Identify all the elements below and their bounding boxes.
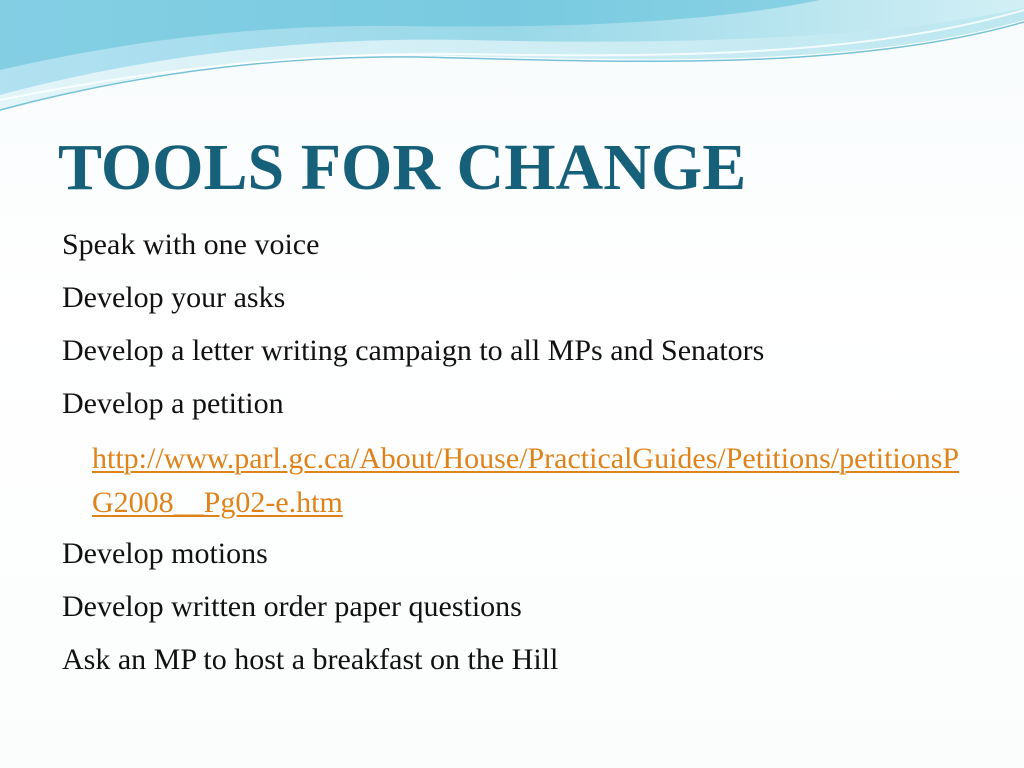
bullet-develop-asks: Develop your asks [62, 281, 286, 314]
bullet-list [62, 225, 962, 693]
bullet-speak-one-voice: Speak with one voice [62, 228, 320, 261]
bullet-order-paper-questions: Develop written order paper questions [62, 590, 522, 623]
petition-guide-link[interactable]: http://www.parl.gc.ca/About/House/PracticalGuides/Petitions/petitionsPG2008__Pg02-e.htm [92, 442, 960, 519]
bullet-motions: Develop motions [62, 537, 268, 570]
sub-bullet-petition-link [62, 437, 962, 525]
bullet-letter-campaign: Develop a letter writing campaign to all MPs and Senators [62, 334, 765, 367]
bullet-petition: Develop a petition [62, 387, 284, 420]
bullet-breakfast-on-hill: Ask an MP to host a breakfast on the Hill [62, 643, 559, 676]
header-wave-decoration [0, 0, 1024, 120]
slide-title: TOOLS FOR CHANGE [58, 131, 747, 204]
